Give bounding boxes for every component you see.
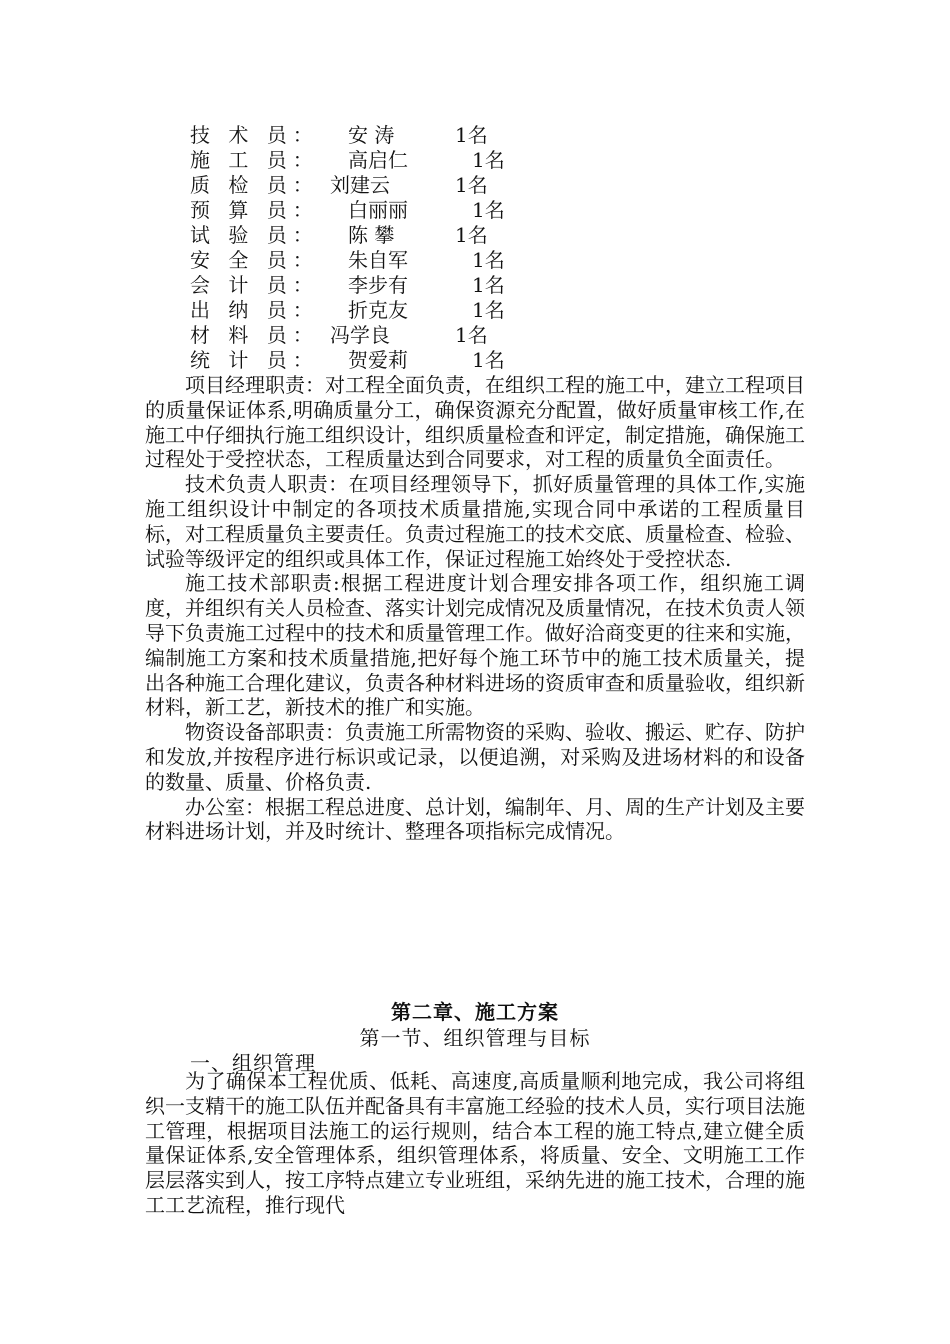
staff-row bbox=[190, 223, 610, 248]
staff-list bbox=[190, 123, 610, 373]
staff-role: 质 检 员： bbox=[190, 173, 319, 197]
duty-paragraph: 施工技术部职责:根据工程进度计划合理安排各项工作，组织施工调度，并组织有关人员检查、落实计划完成情况及质量情况，在技术负责人领导下负责施工过程中的技术和质量管理工作。做好洽商变更的往来和实施，编制施工方案和技术质量措施,把好每个施工环节中的施工技术质量关，提出各种施工合理化建议，负责各种材料进场的资质审查和质量验收，组织新材料，新工艺，新技术的推广和实施。 bbox=[145, 571, 805, 720]
staff-row bbox=[190, 148, 610, 173]
staff-row bbox=[190, 273, 610, 298]
staff-count: 1名 bbox=[472, 273, 505, 297]
duty-paragraph: 办公室：根据工程总进度、总计划，编制年、月、周的生产计划及主要材料进场计划，并及时统计、整理各项指标完成情况。 bbox=[145, 794, 805, 844]
duty-paragraph: 物资设备部职责：负责施工所需物资的采购、验收、搬运、贮存、防护和发放,并按程序进行标识或记录，以便追溯，对采购及进场材料的和设备的数量、质量、价格负责. bbox=[145, 720, 805, 794]
staff-count: 1名 bbox=[472, 248, 505, 272]
staff-role: 预 算 员： bbox=[190, 198, 319, 222]
staff-count: 1名 bbox=[472, 148, 505, 172]
staff-row bbox=[190, 298, 610, 323]
staff-role: 试 验 员： bbox=[190, 223, 319, 247]
staff-row bbox=[190, 198, 610, 223]
org-section bbox=[145, 1069, 805, 1218]
staff-role: 安 全 员： bbox=[190, 248, 319, 272]
staff-row bbox=[190, 248, 610, 273]
staff-count: 1名 bbox=[455, 223, 488, 247]
org-paragraph: 为了确保本工程优质、低耗、高速度,高质量顺利地完成，我公司将组织一支精干的施工队伍并配备具有丰富施工经验的技术人员，实行项目法施工管理，根据项目法施工的运行规则，结合本工程的施工特点,建立健全质量保证体系,安全管理体系，组织管理体系，将质量、安全、文明施工工作层层落实到人，按工序特点建立专业班组，采纳先进的施工技术，合理的施工工艺流程，推行现代 bbox=[145, 1069, 805, 1217]
staff-row bbox=[190, 123, 610, 148]
subheading: 一、组织管理 bbox=[190, 1051, 316, 1075]
staff-role: 出 纳 员： bbox=[190, 298, 319, 322]
duties-section bbox=[145, 373, 805, 844]
duty-paragraph: 项目经理职责：对工程全面负责，在组织工程的施工中，建立工程项目的质量保证体系,明确质量分工，确保资源充分配置，做好质量审核工作,在施工中仔细执行施工组织设计，组织质量检查和评定，制定措施，确保施工过程处于受控状态，工程质量达到合同要求，对工程的质量负全面责任。 bbox=[145, 373, 805, 472]
staff-role: 会 计 员： bbox=[190, 273, 319, 297]
staff-name: 折克友 bbox=[348, 298, 408, 322]
staff-name: 冯学良 bbox=[330, 323, 390, 347]
chapter-title: 第二章、施工方案 bbox=[391, 1000, 559, 1024]
staff-name: 贺爱莉 bbox=[348, 348, 408, 372]
staff-count: 1名 bbox=[472, 298, 505, 322]
staff-role: 施 工 员： bbox=[190, 148, 319, 172]
staff-row bbox=[190, 323, 610, 348]
staff-count: 1名 bbox=[455, 323, 488, 347]
staff-name: 朱自军 bbox=[348, 248, 408, 272]
staff-name: 刘建云 bbox=[330, 173, 390, 197]
duty-paragraph: 技术负责人职责：在项目经理领导下，抓好质量管理的具体工作,实施施工组织设计中制定的各项技术质量措施,实现合同中承诺的工程质量目标，对工程质量负主要责任。负责过程施工的技术交底、质量检查、检验、试验等级评定的组织或具体工作，保证过程施工始终处于受控状态. bbox=[145, 472, 805, 571]
staff-role: 材 料 员： bbox=[190, 323, 319, 347]
staff-count: 1名 bbox=[472, 198, 505, 222]
staff-name: 安 涛 bbox=[348, 123, 395, 147]
section-title: 第一节、组织管理与目标 bbox=[359, 1026, 591, 1050]
staff-name: 陈 攀 bbox=[348, 223, 395, 247]
staff-name: 李步有 bbox=[348, 273, 408, 297]
staff-row bbox=[190, 173, 610, 198]
staff-name: 白丽丽 bbox=[348, 198, 408, 222]
staff-count: 1名 bbox=[455, 123, 488, 147]
staff-role: 技 术 员： bbox=[190, 123, 319, 147]
staff-row bbox=[190, 348, 610, 373]
staff-count: 1名 bbox=[455, 173, 488, 197]
staff-name: 高启仁 bbox=[348, 148, 408, 172]
staff-role: 统 计 员： bbox=[190, 348, 319, 372]
staff-count: 1名 bbox=[472, 348, 505, 372]
